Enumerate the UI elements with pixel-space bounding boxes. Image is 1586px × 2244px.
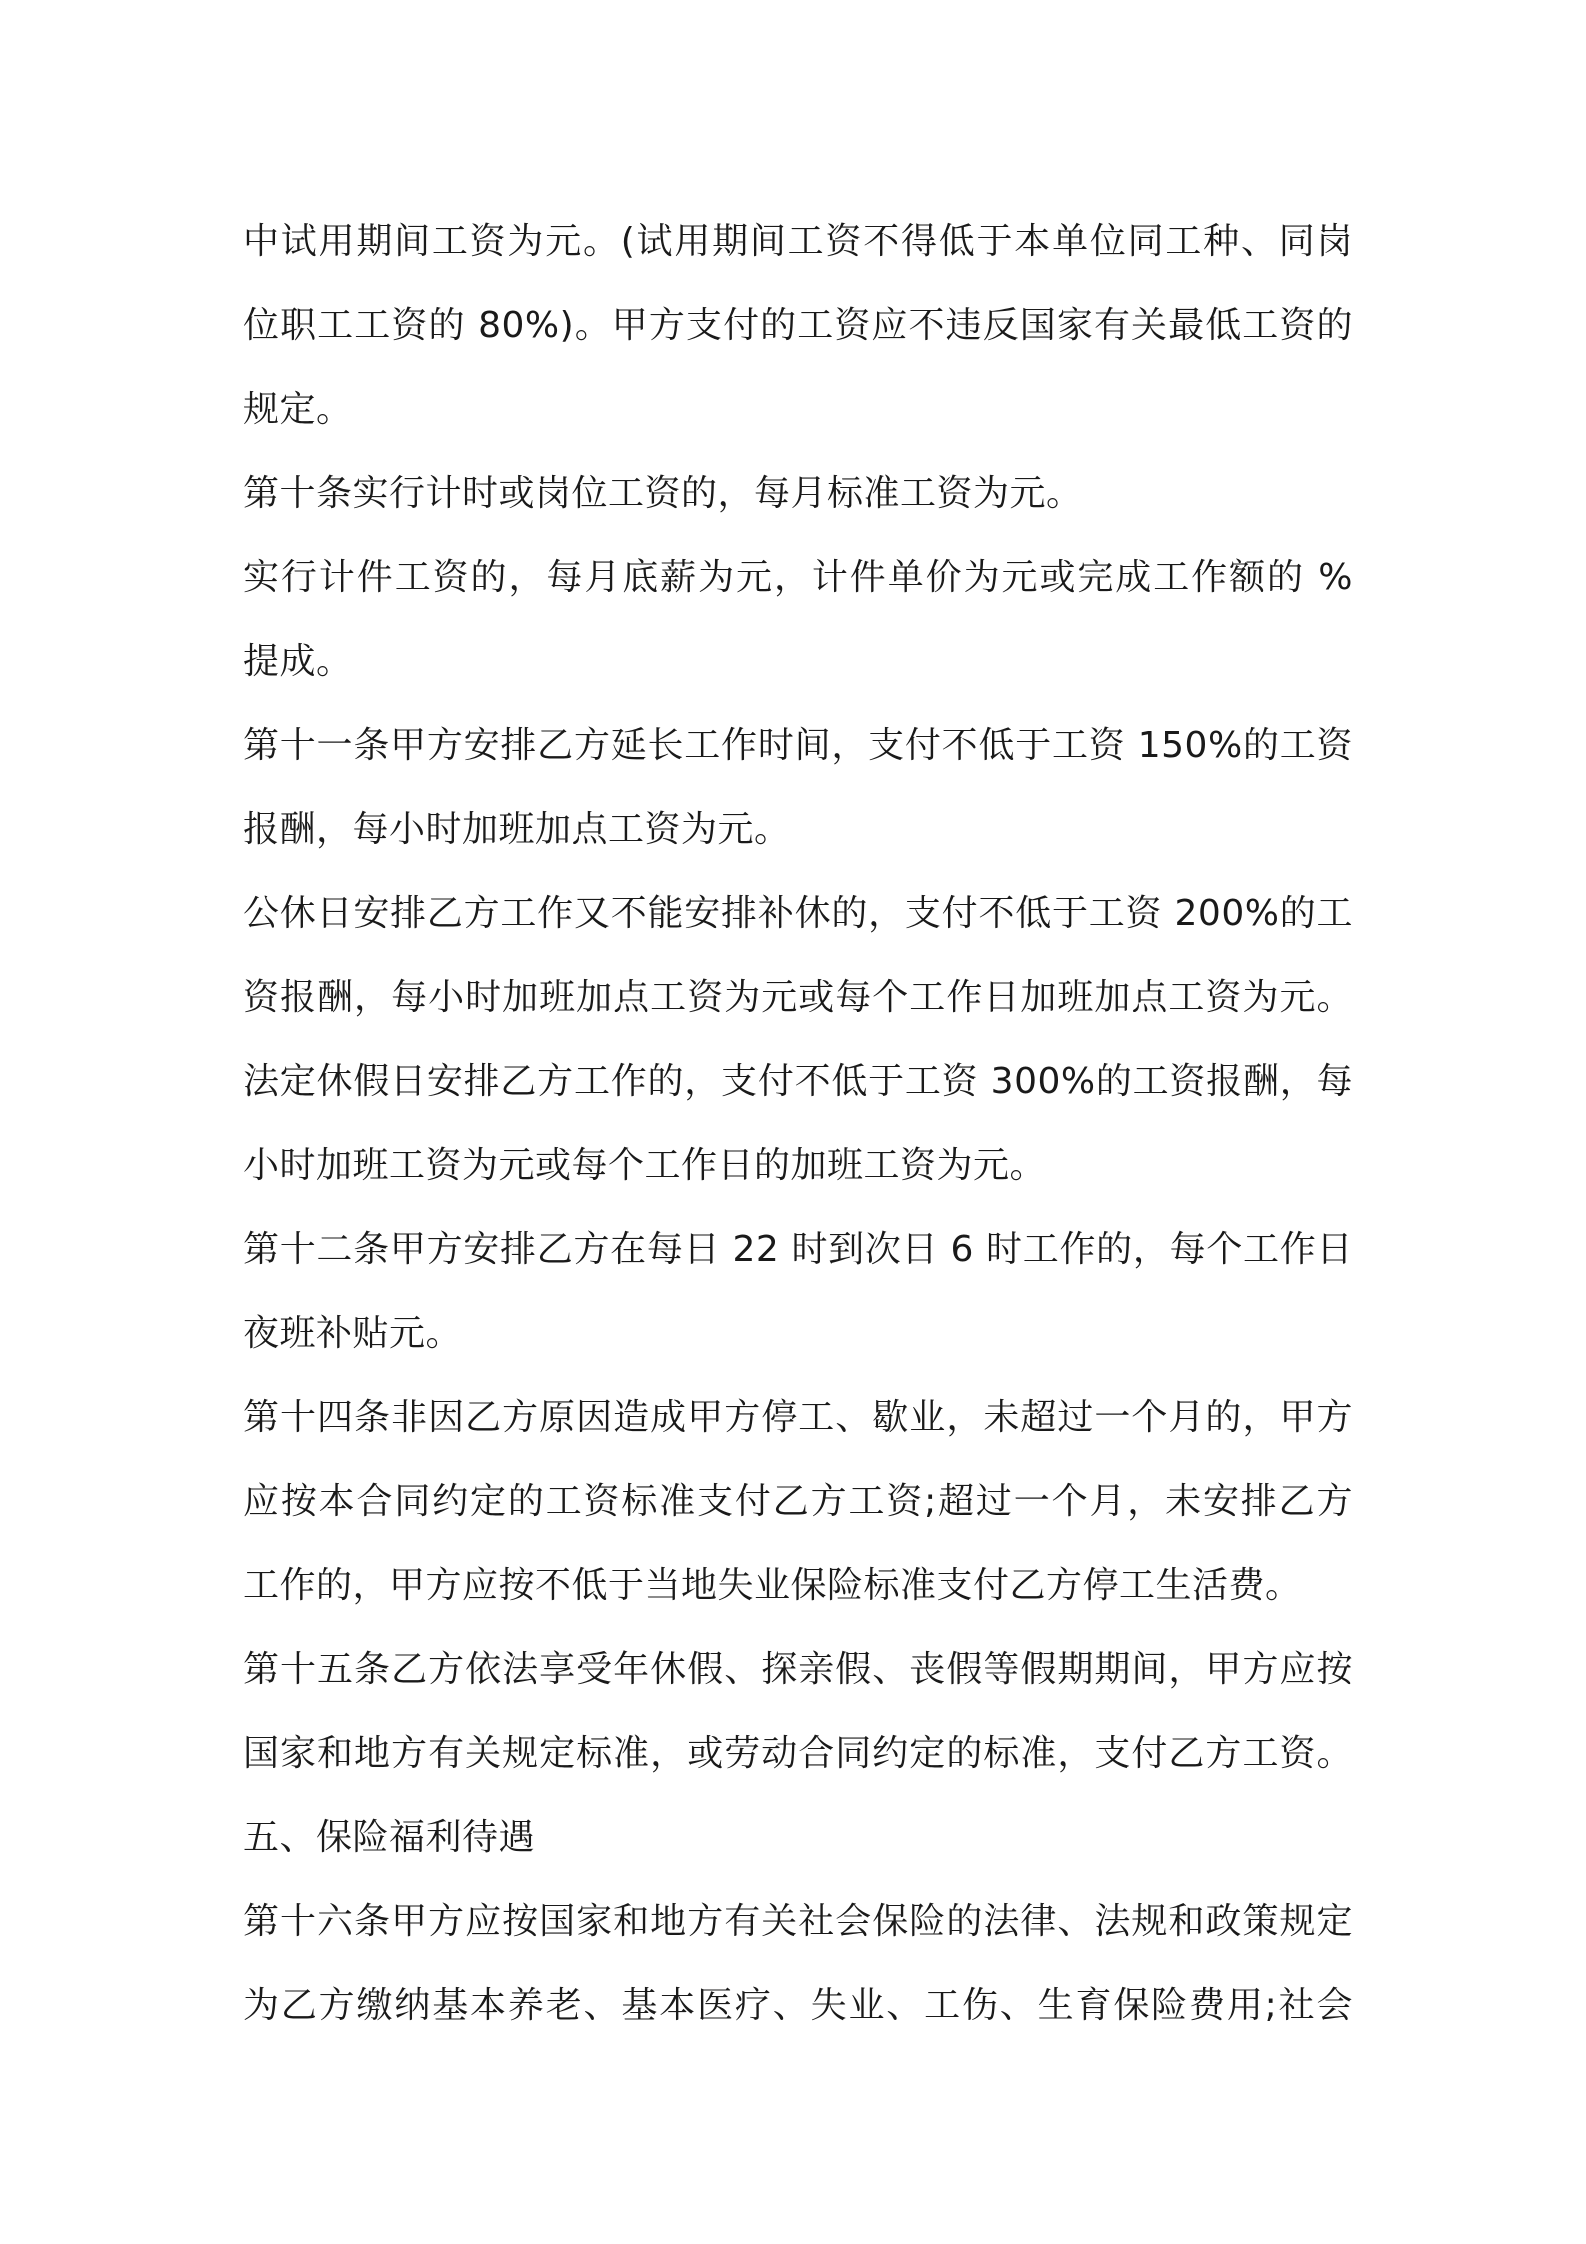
text-line: 报酬，每小时加班加点工资为元。: [243, 809, 791, 850]
text-line: 应按本合同约定的工资标准支付乙方工资;超过一个月，未安排乙方: [243, 1481, 1353, 1522]
text-line: 第十条实行计时或岗位工资的，每月标准工资为元。: [243, 473, 1083, 514]
text-line: 提成。: [243, 641, 353, 682]
text-line: 法定休假日安排乙方工作的，支付不低于工资 300%的工资报酬，每: [243, 1061, 1353, 1102]
text-line: 中试用期间工资为元。(试用期间工资不得低于本单位同工种、同岗: [243, 221, 1353, 262]
text-line: 规定。: [243, 389, 353, 430]
text-line: 位职工工资的 80%)。甲方支付的工资应不违反国家有关最低工资的: [243, 305, 1353, 346]
text-line: 第十五条乙方依法享受年休假、探亲假、丧假等假期期间，甲方应按: [243, 1649, 1353, 1690]
section-heading: 五、保险福利待遇: [243, 1817, 536, 1858]
document-body: [243, 200, 1353, 2048]
text-line: 小时加班工资为元或每个工作日的加班工资为元。: [243, 1145, 1047, 1186]
text-line: 第十二条甲方安排乙方在每日 22 时到次日 6 时工作的，每个工作日: [243, 1229, 1353, 1270]
text-line: 国家和地方有关规定标准，或劳动合同约定的标准，支付乙方工资。: [243, 1733, 1353, 1774]
text-line: 第十六条甲方应按国家和地方有关社会保险的法律、法规和政策规定: [243, 1901, 1353, 1942]
text-line: 工作的，甲方应按不低于当地失业保险标准支付乙方停工生活费。: [243, 1565, 1302, 1606]
text-line: 资报酬，每小时加班加点工资为元或每个工作日加班加点工资为元。: [243, 977, 1353, 1018]
text-line: 第十一条甲方安排乙方延长工作时间，支付不低于工资 150%的工资: [243, 725, 1353, 766]
text-line: 实行计件工资的，每月底薪为元，计件单价为元或完成工作额的 %: [243, 557, 1353, 598]
text-line: 第十四条非因乙方原因造成甲方停工、歇业，未超过一个月的，甲方: [243, 1397, 1353, 1438]
text-line: 为乙方缴纳基本养老、基本医疗、失业、工伤、生育保险费用;社会: [243, 1985, 1353, 2026]
text-line: 公休日安排乙方工作又不能安排补休的，支付不低于工资 200%的工: [243, 893, 1353, 934]
text-line: 夜班补贴元。: [243, 1313, 463, 1354]
